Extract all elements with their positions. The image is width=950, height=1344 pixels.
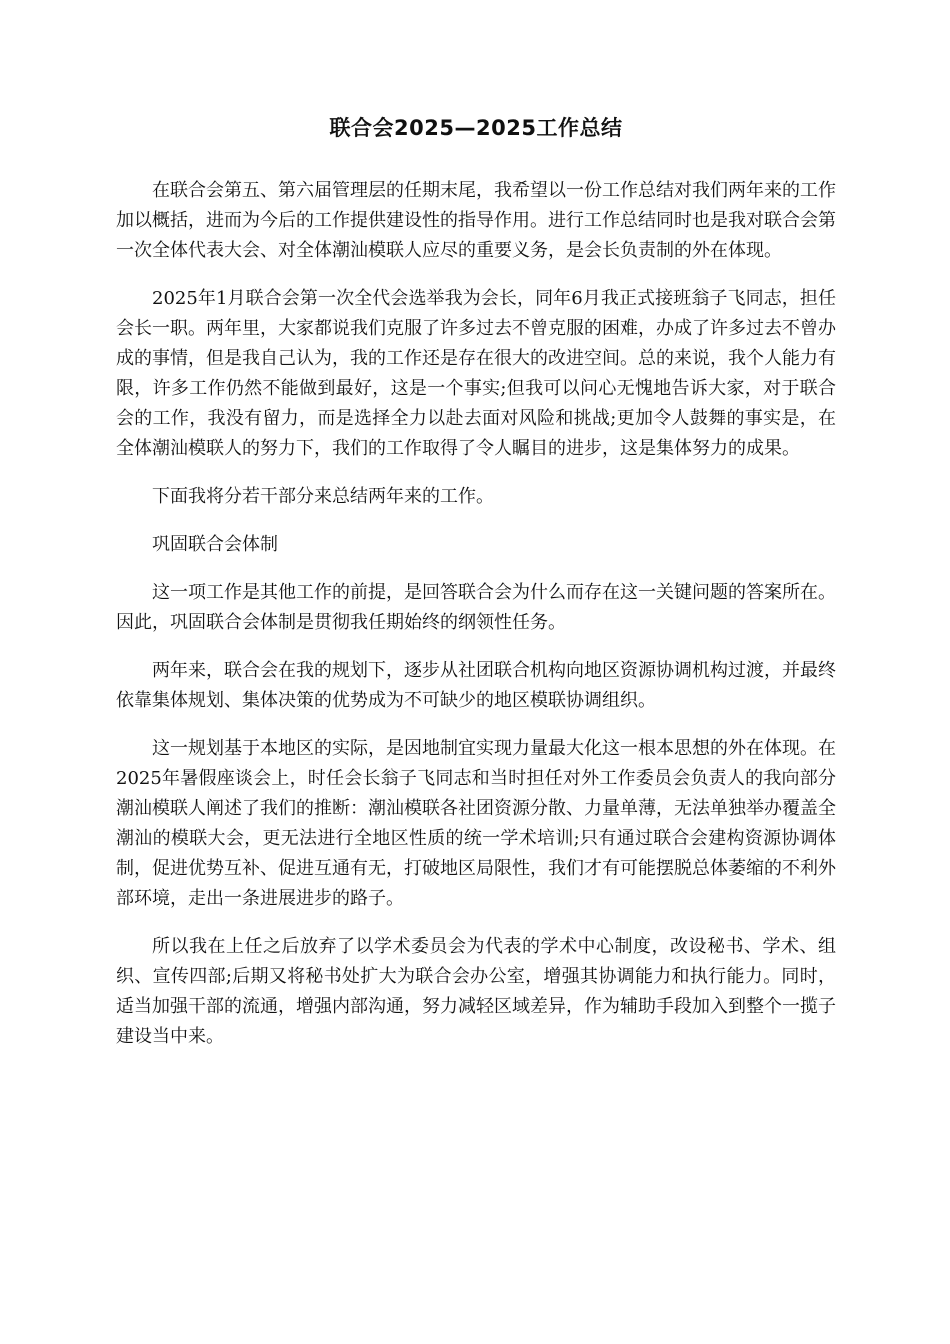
paragraph-reform: 所以我在上任之后放弃了以学术委员会为代表的学术中心制度，改设秘书、学术、组织、宣传四部;后期又将秘书处扩大为联合会办公室，增强其协调能力和执行能力。同时，适当加强干部的流通，增强内部沟通，努力减轻区域差异，作为辅助手段加入到整个一揽子建设当中来。: [116, 936, 836, 1047]
document-title: 联合会2025—2025工作总结: [329, 116, 623, 140]
paragraph-planning: 这一规划基于本地区的实际，是因地制宜实现力量最大化这一根本思想的外在体现。在2025年暑假座谈会上，时任会长翁子飞同志和当时担任对外工作委员会负责人的我向部分潮汕模联人阐述了我们的推断：潮汕模联各社团资源分散、力量单薄，无法单独举办覆盖全潮汕的模联大会，更无法进行全地区性质的统一学术培训;只有通过联合会建构资源协调体制，促进优势互补、促进互通有无，打破地区局限性，我们才有可能摆脱总体萎缩的不利外部环境，走出一条进展进步的路子。: [116, 738, 836, 909]
paragraph-election: 2025年1月联合会第一次全代会选举我为会长，同年6月我正式接班翁子飞同志，担任会长一职。两年里，大家都说我们克服了许多过去不曾克服的困难，办成了许多过去不曾办成的事情，但是我自己认为，我的工作还是存在很大的改进空间。总的来说，我个人能力有限，许多工作仍然不能做到最好，这是一个事实;但我可以问心无愧地告诉大家，对于联合会的工作，我没有留力，而是选择全力以赴去面对风险和挑战;更加令人鼓舞的事实是，在全体潮汕模联人的努力下，我们的工作取得了令人瞩目的进步，这是集体努力的成果。: [116, 288, 836, 459]
paragraph-intro: 在联合会第五、第六届管理层的任期末尾，我希望以一份工作总结对我们两年来的工作加以概括，进而为今后的工作提供建设性的指导作用。进行工作总结同时也是我对联合会第一次全体代表大会、对全体潮汕模联人应尽的重要义务，是会长负责制的外在体现。: [116, 180, 836, 261]
paragraph-outline: 下面我将分若干部分来总结两年来的工作。: [152, 486, 494, 507]
section-heading: 巩固联合会体制: [152, 534, 278, 555]
paragraph-premise: 这一项工作是其他工作的前提，是回答联合会为什么而存在这一关键问题的答案所在。因此，巩固联合会体制是贯彻我任期始终的纲领性任务。: [116, 582, 836, 633]
document-page: [116, 112, 836, 1070]
paragraph-transition: 两年来，联合会在我的规划下，逐步从社团联合机构向地区资源协调机构过渡，并最终依靠集体规划、集体决策的优势成为不可缺少的地区模联协调组织。: [116, 660, 836, 711]
